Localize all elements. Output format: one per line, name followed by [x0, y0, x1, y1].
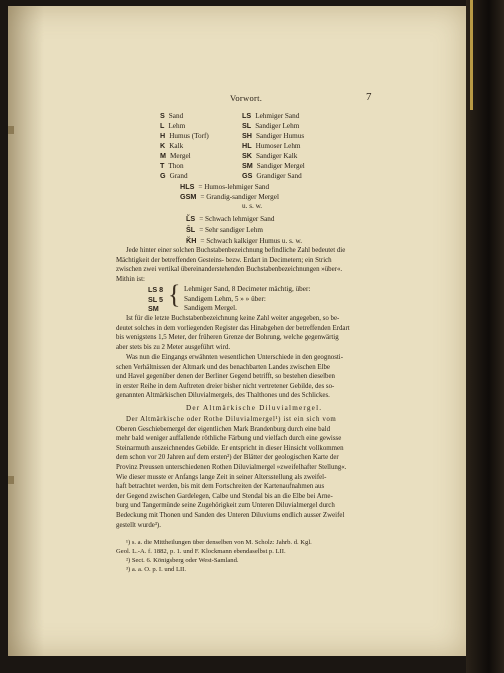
- abbreviation-label: Sand: [168, 112, 184, 120]
- binding-stitch: [8, 476, 14, 484]
- abbreviation-label: Humoser Lehm: [255, 142, 301, 150]
- abbreviation-row: [160, 151, 305, 161]
- abbreviation-label: Lehmiger Sand: [255, 112, 300, 120]
- abbreviation-row: [160, 161, 305, 171]
- abbreviation-label: = Schwach kalkiger Humus u. s. w.: [200, 237, 302, 245]
- running-title: Vorwort.: [230, 93, 263, 103]
- paragraph-diluvialmergel: [116, 415, 388, 530]
- text-line: Oberen Geschiebemergel der eigentlichen Mark Brandenburg durch eine bald: [116, 425, 331, 433]
- example-code: LS 8: [148, 285, 164, 294]
- binding-stitch: [8, 126, 14, 134]
- abbreviation-row: [160, 121, 305, 131]
- abbreviation-code: GS: [242, 171, 253, 180]
- abbreviation-label: u. s. w.: [242, 202, 263, 210]
- example-code: SM: [148, 304, 159, 314]
- abbreviation-label: Grandiger Sand: [256, 172, 302, 180]
- text-line: gestellt wurde³).: [116, 521, 161, 529]
- text-line: dem schon vor 20 Jahren auf dem ersten²) der Blätter der geologischen Karte der: [116, 454, 339, 462]
- paragraph-depth-note: [116, 314, 388, 352]
- section-title: Der Altmärkische Diluvialmergel.: [186, 404, 323, 412]
- text-line: bis wenigstens 1,5 Meter, der früheren Grenze der Bohrung, welche gegenwärtig: [116, 334, 339, 342]
- example-line: Sandigem Mergel.: [184, 304, 237, 313]
- abbreviation-code: L: [160, 121, 165, 130]
- text-line: burg und Tangermünde seine Zugehörigkeit zum Unteren Diluvialmergel durch: [116, 502, 335, 510]
- abbreviation-row: [160, 111, 305, 121]
- abbreviation-label: Humus (Torf): [169, 132, 209, 140]
- text-line: Provinz Preussen unterschiedenen Rothen Diluvialmergel »zweifelhafter Stellung«.: [116, 463, 347, 471]
- abbreviation-code: HL: [242, 141, 252, 150]
- abbreviation-code: HLS: [180, 182, 195, 191]
- abbreviation-label: Thon: [168, 162, 184, 170]
- abbreviation-row: [160, 141, 305, 151]
- text-line: Wie dieser musste er Anfangs lange Zeit in seiner Altersstellung als zweifel-: [116, 473, 327, 481]
- abbreviation-code: K̆H: [186, 236, 197, 245]
- abbreviation-label: = Grandig-sandiger Mergel: [200, 193, 279, 201]
- combined-abbreviation: [180, 192, 279, 201]
- abbreviation-table: [160, 111, 305, 181]
- paragraph-differences: [116, 353, 388, 401]
- weak-form-abbreviation: [186, 214, 275, 223]
- abbreviation-label: Grand: [169, 172, 188, 180]
- text-line: Bedeckung mit Thonen und Sanden des Unteren Diluviums endlich ausser Zweifel: [116, 511, 345, 519]
- abbreviation-code: LS: [242, 111, 252, 120]
- text-line: zwischen zwei vertikal übereinanderstehenden Buchstabenbezeichnungen »über«.: [116, 266, 343, 274]
- text-line: mehr bald weniger auffallende röthliche Färbung und vielfach durch eine gewisse: [116, 435, 342, 443]
- text-line: deutet solches in dem vorliegenden Register das Hinabgehen der betreffenden Erdart: [116, 324, 350, 332]
- abbreviation-label: Kalk: [169, 142, 184, 150]
- text-line: Jede hinter einer solchen Buchstabenbezeichnung befindliche Zahl bedeutet die: [126, 247, 346, 254]
- abbreviation-code: GSM: [180, 192, 197, 201]
- paragraph-legend-explanation: [116, 246, 388, 284]
- text-line: genannten Altmärkischen Diluvialmergels, des Thalthones und des Schlickes.: [116, 392, 330, 400]
- abbreviation-code: SK: [242, 151, 252, 160]
- abbreviation-code: M: [160, 151, 166, 160]
- text-line: schen Verhältnissen der Altmark und des benachbarten Landes zwischen Elbe: [116, 363, 330, 371]
- footnote: Geol. L.-A. f. 1882, p. 1. und F. Klockmann ebendaselbst p. LII.: [116, 548, 286, 555]
- abbreviation-label: Sandiger Kalk: [256, 152, 298, 160]
- abbreviation-row: [160, 131, 305, 141]
- weak-form-abbreviation: [186, 236, 302, 245]
- abbreviation-code: T: [160, 161, 165, 170]
- footnote: ³) a. a. O. p. I. und LII.: [126, 566, 187, 573]
- text-line: haft betrachtet werden, bis mit dem Fortschreiten der Kartenaufnahmen aus: [116, 483, 325, 491]
- example-codes: [148, 285, 167, 314]
- abbreviation-code: K: [160, 141, 166, 150]
- abbreviation-label: Sandiger Mergel: [256, 162, 305, 170]
- abbreviation-label: Mergel: [170, 152, 191, 160]
- left-brace: {: [168, 280, 181, 309]
- abbreviation-label: Sandiger Lehm: [255, 122, 300, 130]
- text-line: und Havel gegenüber denen der Berliner Gegend betrifft, so bestehen dieselben: [116, 373, 335, 381]
- abbreviation-code: SM: [242, 161, 253, 170]
- footnote: ²) Sect. 6. Königsberg oder West-Samland.: [126, 557, 239, 564]
- example-line: Lehmiger Sand, 8 Decimeter mächtig, über:: [184, 285, 311, 293]
- text-line: Ist für die letzte Buchstabenbezeichnung keine Zahl weiter angegeben, so be-: [126, 315, 340, 322]
- example-code: SL 5: [148, 294, 164, 304]
- text-line: Mächtigkeit der betreffenden Gesteins- bezw. Erdart in Decimetern; ein Strich: [116, 256, 332, 264]
- abbreviation-code: L̆S: [186, 214, 196, 223]
- footnotes: [116, 538, 388, 574]
- page-number: 7: [366, 91, 372, 103]
- combined-abbreviation-etc: [242, 202, 262, 210]
- text-line: in erster Reihe in dem Auftreten dreier bisher nicht vertretener Gebilde, des so-: [116, 382, 335, 390]
- footnote: ¹) s. a. die Mittheilungen über denselben von M. Scholz: Jahrb. d. Kgl.: [126, 539, 312, 546]
- example-descriptions: [184, 285, 310, 314]
- abbreviation-code: S̄L: [186, 225, 196, 234]
- text-line: Der Altmärkische oder Rothe Diluvialmergel¹) ist ein sich vom: [126, 416, 337, 423]
- abbreviation-label: = Schwach lehmiger Sand: [199, 215, 275, 223]
- gilt-edge: [470, 0, 473, 110]
- combined-abbreviation: [180, 182, 269, 191]
- text-line: Mithin ist:: [116, 275, 145, 283]
- abbreviation-code: H: [160, 131, 166, 140]
- abbreviation-label: = Sehr sandiger Lehm: [199, 226, 263, 234]
- text-line: Steinarmuth auszeichnendes Gebilde. Er entspricht in dieser Hinsicht vollkommen: [116, 444, 344, 452]
- abbreviation-label: Lehm: [168, 122, 186, 130]
- text-line: Was nun die Eingangs erwähnten wesentlichen Unterschiede in den geognosti-: [126, 354, 344, 361]
- abbreviation-code: S: [160, 111, 165, 120]
- text-line: der Gegend zwischen Gardelegen, Calbe und Stendal bis an die Elbe bei Arne-: [116, 492, 333, 500]
- abbreviation-code: SL: [242, 121, 252, 130]
- example-line: Sandigem Lehm, 5 » » über:: [184, 294, 266, 303]
- abbreviation-code: SH: [242, 131, 252, 140]
- text-line: aber stets bis zu 2 Meter ausgeführt wird.: [116, 343, 231, 351]
- abbreviation-label: = Humos-lehmiger Sand: [198, 183, 270, 191]
- abbreviation-code: G: [160, 171, 166, 180]
- gutter-shadow: [8, 6, 44, 656]
- abbreviation-label: Sandiger Humus: [256, 132, 305, 140]
- weak-form-abbreviation: [186, 225, 263, 234]
- abbreviation-row: [160, 171, 305, 181]
